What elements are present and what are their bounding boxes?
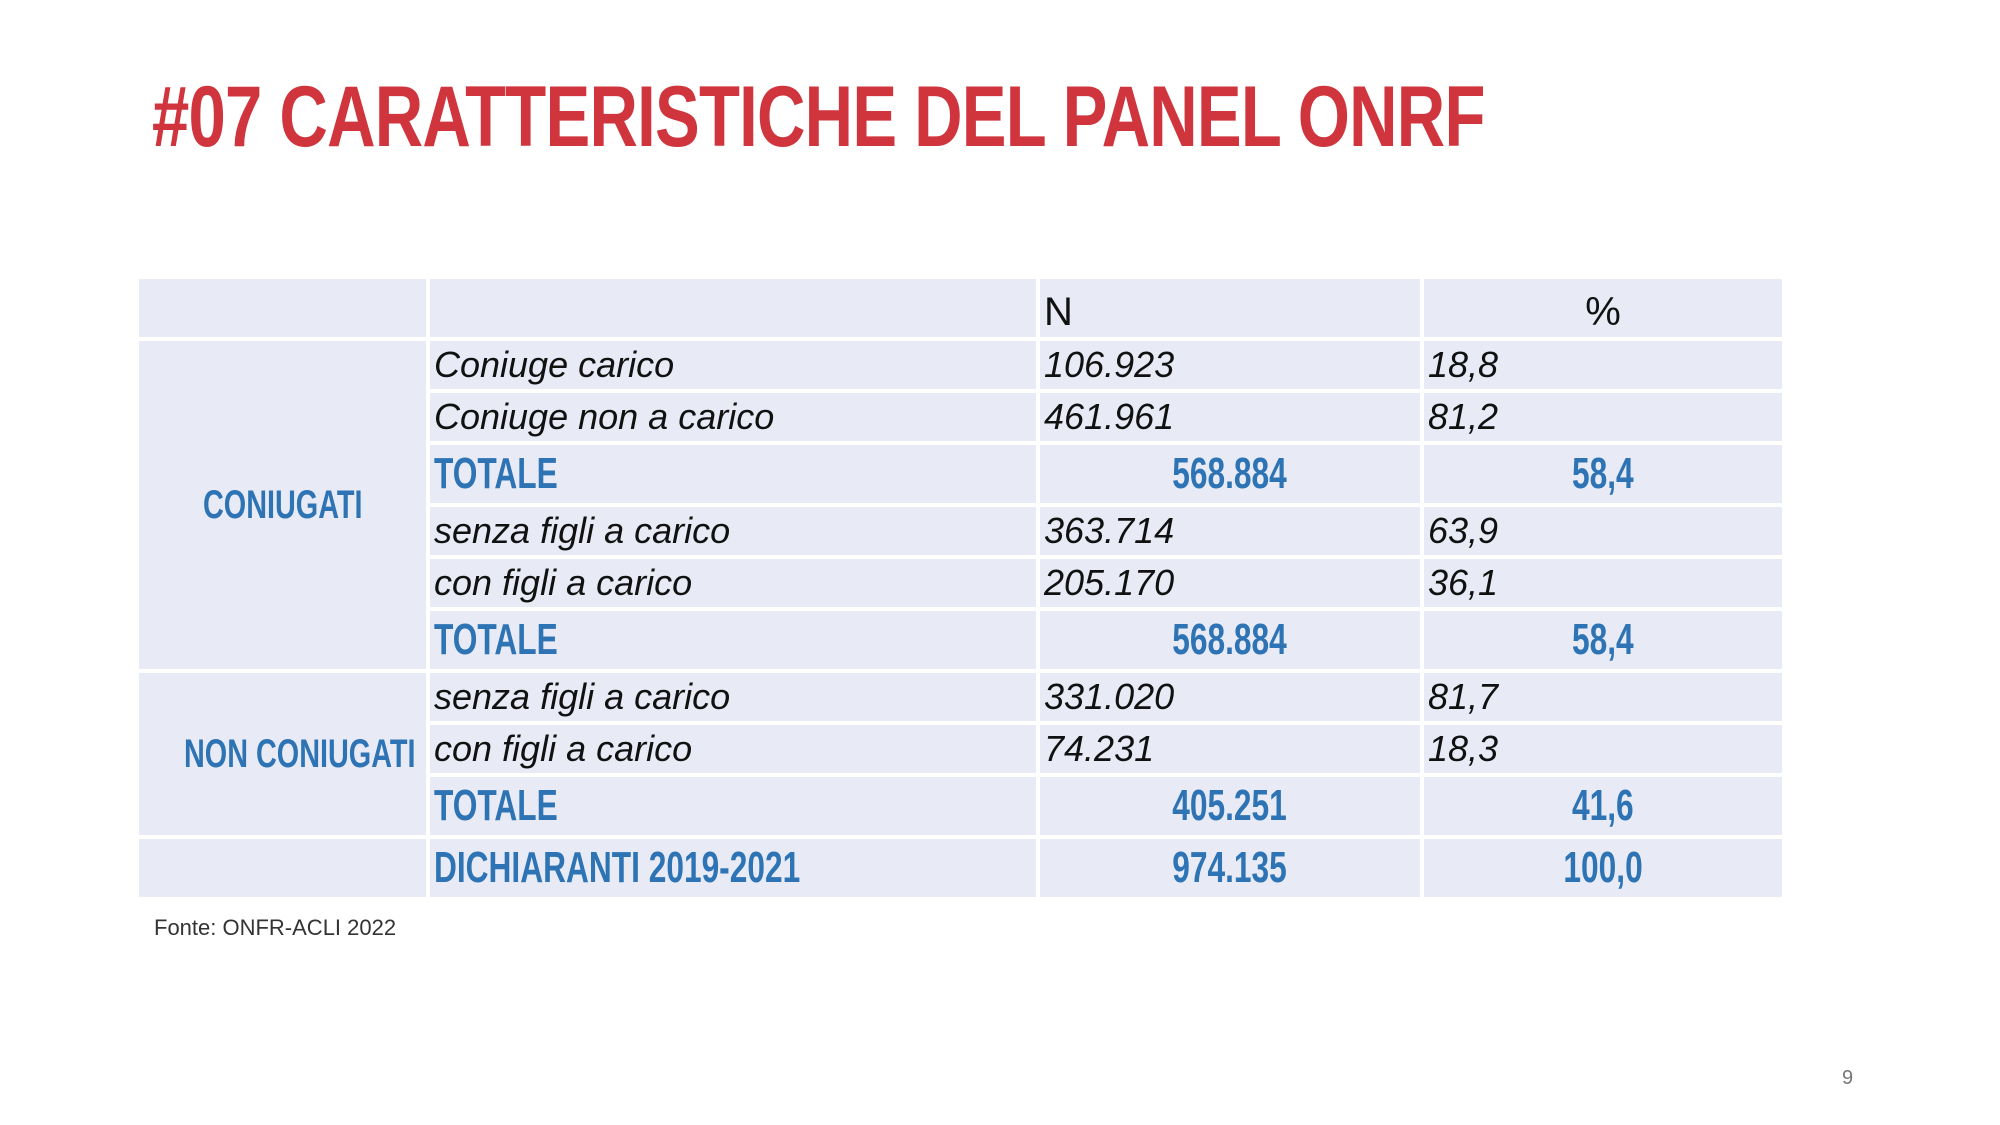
row-label: con figli a carico <box>430 725 1036 773</box>
grand-total-pct-value <box>1424 839 1782 897</box>
total-n-text: 568.884 <box>1172 449 1288 498</box>
group-label-text: CONIUGATI <box>202 482 363 527</box>
total-pct-value <box>1424 445 1782 503</box>
total-pct-text: 58,4 <box>1572 449 1634 498</box>
total-n-text: 568.884 <box>1172 615 1288 664</box>
row-pct-value: 36,1 <box>1424 559 1782 607</box>
header-n-cell: N <box>1040 279 1420 337</box>
grand-total-n-text: 974.135 <box>1172 843 1288 892</box>
grand-total-group-cell <box>139 839 426 897</box>
row-pct-value: 18,3 <box>1424 725 1782 773</box>
row-n-value: 461.961 <box>1040 393 1420 441</box>
grand-total-label <box>430 839 1036 897</box>
header-group-cell <box>139 279 426 337</box>
total-pct-text: 58,4 <box>1572 615 1634 664</box>
total-label-text: TOTALE <box>434 615 558 664</box>
total-n-value <box>1040 777 1420 835</box>
row-label: con figli a carico <box>430 559 1036 607</box>
group-label-coniugati <box>139 341 426 669</box>
row-pct-value: 18,8 <box>1424 341 1782 389</box>
row-n-value: 74.231 <box>1040 725 1420 773</box>
source-note: Fonte: ONFR-ACLI 2022 <box>154 915 397 940</box>
row-pct-value: 81,7 <box>1424 673 1782 721</box>
total-pct-value <box>1424 611 1782 669</box>
grand-total-label-text: DICHIARANTI 2019-2021 <box>434 843 801 892</box>
total-n-text: 405.251 <box>1172 781 1288 830</box>
row-label: senza figli a carico <box>430 507 1036 555</box>
table-row <box>139 341 1782 389</box>
page-number: 9 <box>1842 1067 1854 1089</box>
total-n-value <box>1040 445 1420 503</box>
group-label-non-coniugati <box>139 673 426 835</box>
total-pct-value <box>1424 777 1782 835</box>
table-row <box>139 673 1782 721</box>
row-n-value: 331.020 <box>1040 673 1420 721</box>
row-label: Coniuge carico <box>430 341 1036 389</box>
row-label: Coniuge non a carico <box>430 393 1036 441</box>
total-label-text: TOTALE <box>434 781 558 830</box>
total-n-value <box>1040 611 1420 669</box>
group-label-text: NON CONIUGATI <box>184 731 416 776</box>
total-label <box>430 611 1036 669</box>
row-label: senza figli a carico <box>430 673 1036 721</box>
total-label <box>430 445 1036 503</box>
table-grand-total-row <box>139 839 1782 897</box>
grand-total-pct-text: 100,0 <box>1563 843 1643 892</box>
slide-title: #07 CARATTERISTICHE DEL PANEL ONRF <box>152 69 1485 165</box>
row-pct-value: 63,9 <box>1424 507 1782 555</box>
total-label-text: TOTALE <box>434 449 558 498</box>
grand-total-n-value <box>1040 839 1420 897</box>
row-pct-value: 81,2 <box>1424 393 1782 441</box>
total-pct-text: 41,6 <box>1572 781 1634 830</box>
header-label-cell <box>430 279 1036 337</box>
row-n-value: 106.923 <box>1040 341 1420 389</box>
row-n-value: 205.170 <box>1040 559 1420 607</box>
header-pct-cell: % <box>1424 279 1782 337</box>
row-n-value: 363.714 <box>1040 507 1420 555</box>
total-label <box>430 777 1036 835</box>
panel-table <box>135 275 1786 901</box>
table-header-row <box>139 279 1782 337</box>
